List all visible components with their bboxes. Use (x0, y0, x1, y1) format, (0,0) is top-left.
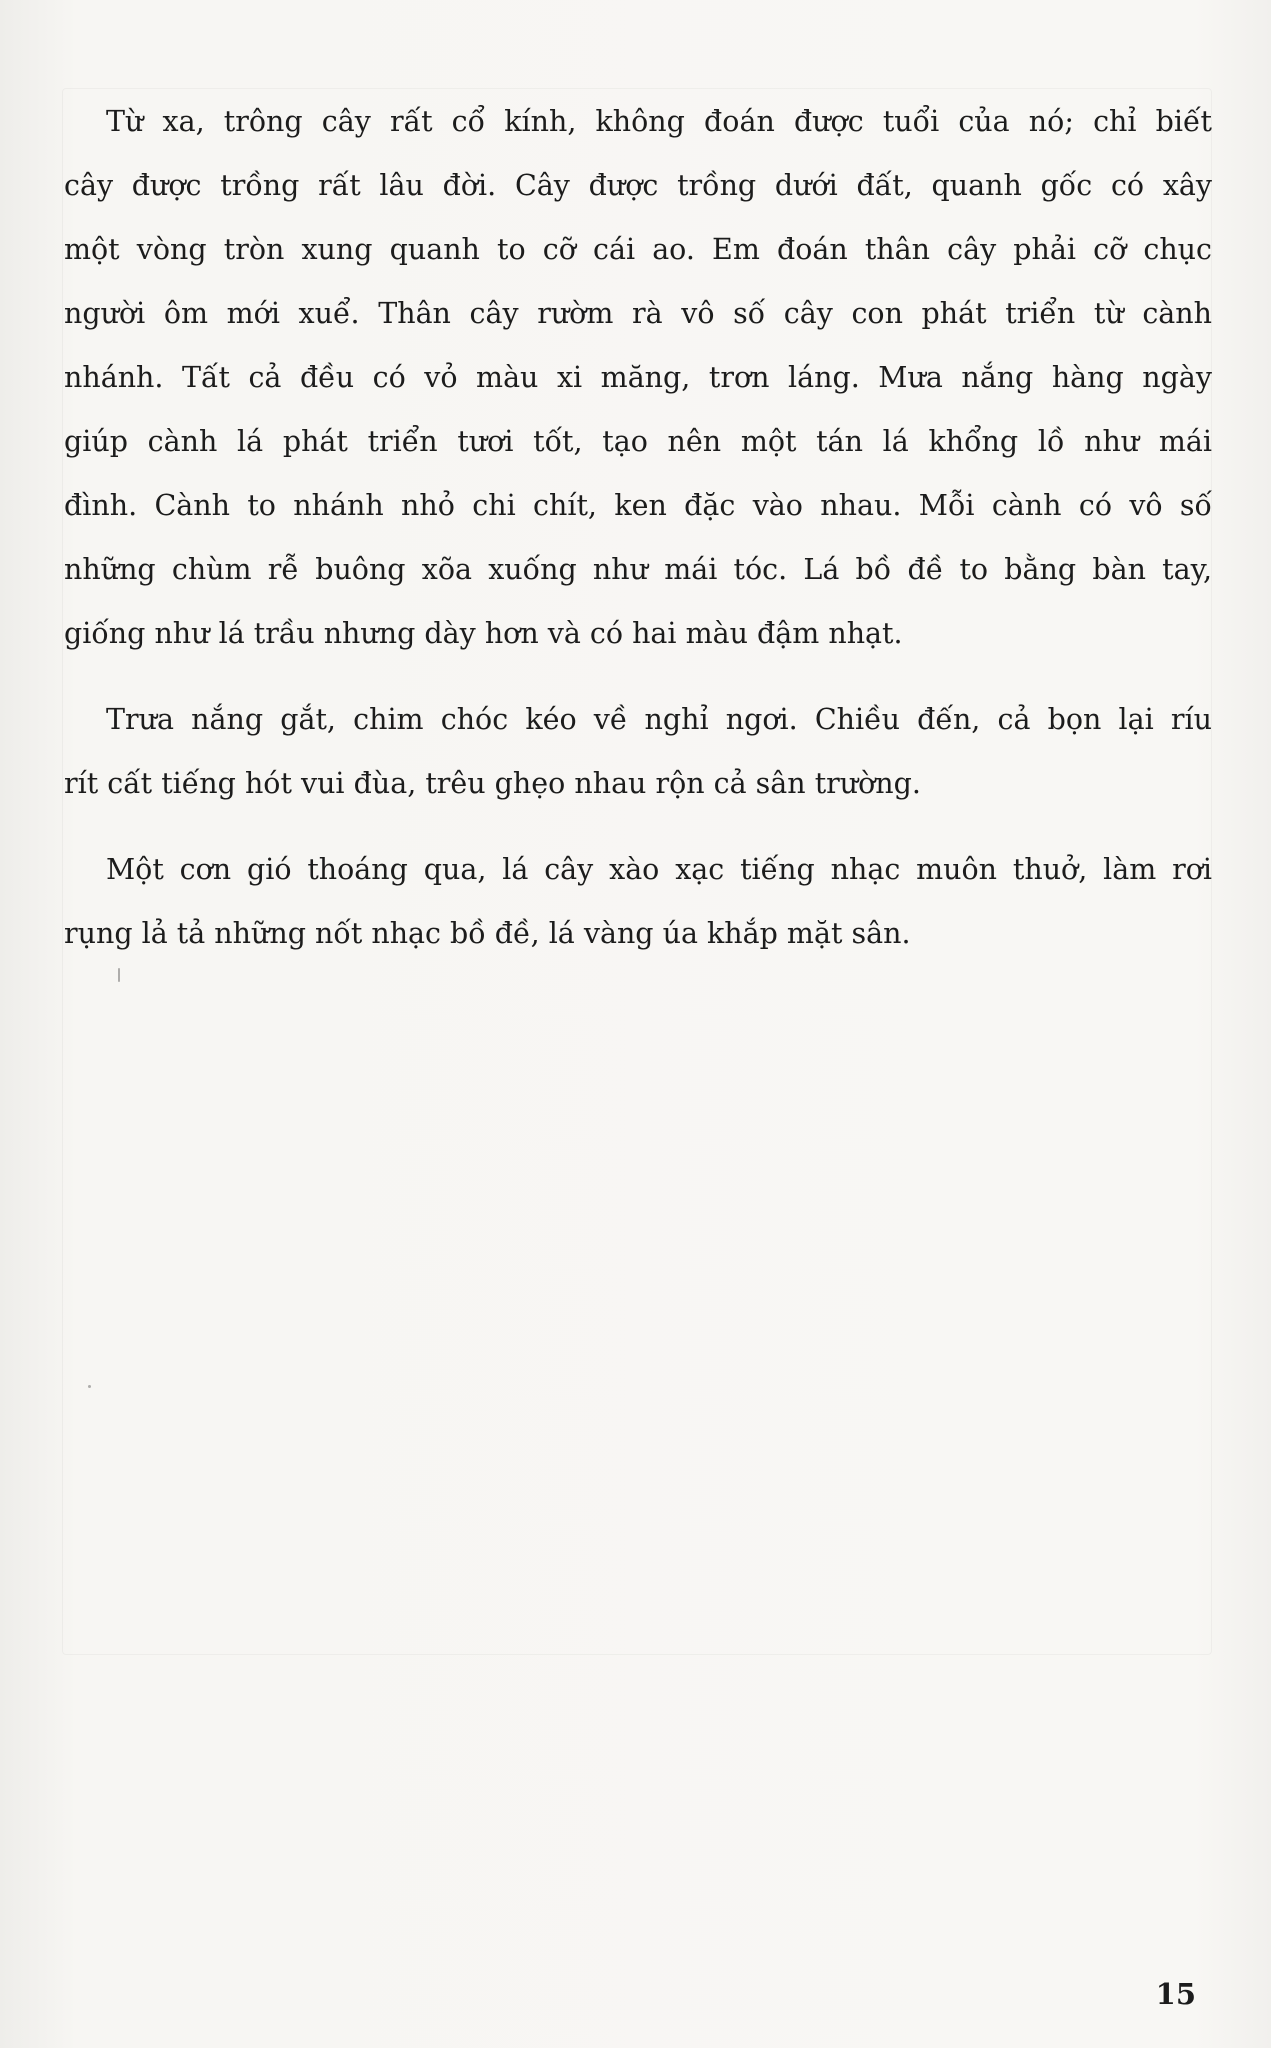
page-number: 15 (1155, 1977, 1196, 2011)
text-line: người ôm mới xuể. Thân cây rườm rà vô số cây con phát triển từ cành (64, 297, 1212, 330)
paragraph-wind-leaves (64, 838, 1212, 966)
text-line: cây được trồng rất lâu đời. Cây được trồng dưới đất, quanh gốc có xây (64, 169, 1212, 202)
text-line: giúp cành lá phát triển tươi tốt, tạo nên một tán lá khổng lồ như mái (64, 425, 1212, 458)
paper-speck (88, 1385, 91, 1388)
paragraph-noon-birds (64, 688, 1212, 816)
text-line: một vòng tròn xung quanh to cỡ cái ao. Em đoán thân cây phải cỡ chục (64, 233, 1212, 266)
paragraph-tree-description (64, 90, 1212, 666)
text-line: đình. Cành to nhánh nhỏ chi chít, ken đặc vào nhau. Mỗi cành có vô số (64, 489, 1212, 522)
text-line: Từ xa, trông cây rất cổ kính, không đoán được tuổi của nó; chỉ biết (106, 105, 1212, 138)
text-line: rụng lả tả những nốt nhạc bồ đề, lá vàng úa khắp mặt sân. (64, 917, 911, 950)
text-line: những chùm rễ buông xõa xuống như mái tóc. Lá bồ đề to bằng bàn tay, (64, 553, 1212, 586)
text-line: nhánh. Tất cả đều có vỏ màu xi măng, trơn láng. Mưa nắng hàng ngày (64, 361, 1212, 394)
paper-speck (118, 968, 120, 982)
text-line: Một cơn gió thoáng qua, lá cây xào xạc tiếng nhạc muôn thuở, làm rơi (106, 853, 1212, 886)
text-line: Trưa nắng gắt, chim chóc kéo về nghỉ ngơi. Chiều đến, cả bọn lại ríu (106, 703, 1212, 736)
text-line: rít cất tiếng hót vui đùa, trêu ghẹo nhau rộn cả sân trường. (64, 767, 921, 800)
page-body (64, 90, 1212, 966)
text-line: giống như lá trầu nhưng dày hơn và có hai màu đậm nhạt. (64, 617, 903, 650)
